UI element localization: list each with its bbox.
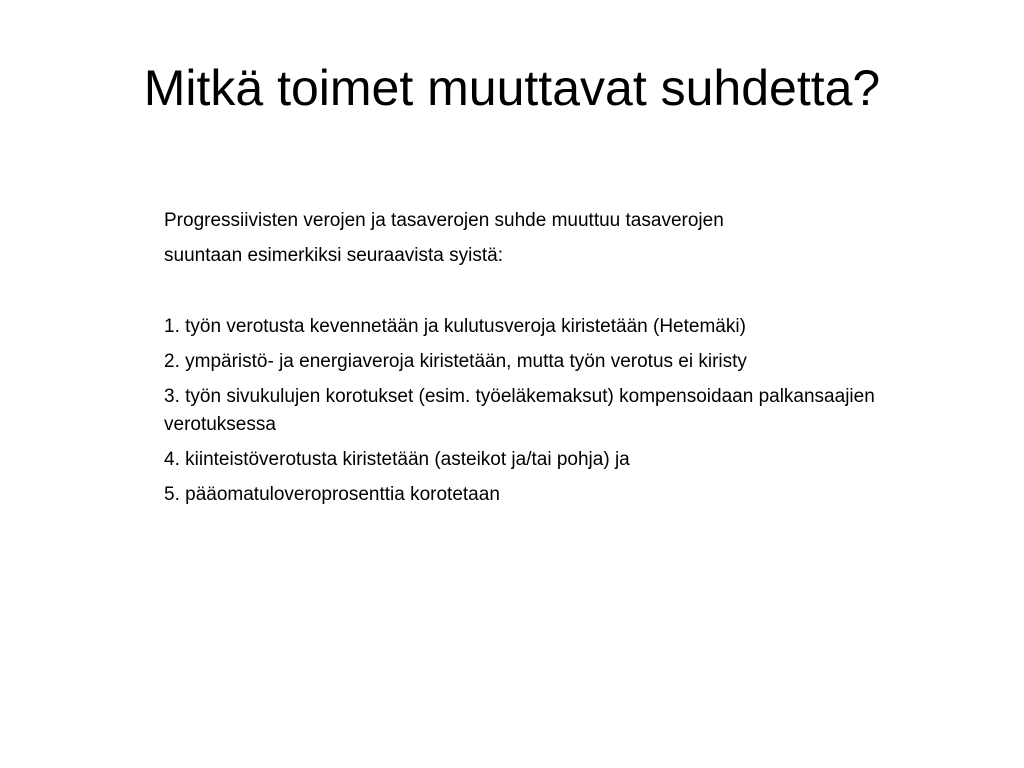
paragraph-spacer	[164, 273, 924, 309]
list-item-4: 4. kiinteistöverotusta kiristetään (asteikot ja/tai pohja) ja	[164, 449, 630, 470]
list-item-3: 3. työn sivukulujen korotukset (esim. työeläkemaksut) kompensoidaan palkansaajien verotuksessa	[164, 386, 875, 435]
intro-line-2: suuntaan esimerkiksi seuraavista syistä:	[164, 245, 503, 266]
intro-line-1: Progressiivisten verojen ja tasaverojen suhde muuttuu tasaverojen	[164, 210, 724, 231]
list-item-2: 2. ympäristö- ja energiaveroja kiristetään, mutta työn verotus ei kiristy	[164, 351, 747, 372]
list-item-5: 5. pääomatuloveroprosenttia korotetaan	[164, 484, 500, 505]
list-item-1: 1. työn verotusta kevennetään ja kulutusveroja kiristetään (Hetemäki)	[164, 316, 746, 337]
slide-body	[164, 203, 924, 512]
slide-title: Mitkä toimet muuttavat suhdetta?	[143, 60, 881, 116]
